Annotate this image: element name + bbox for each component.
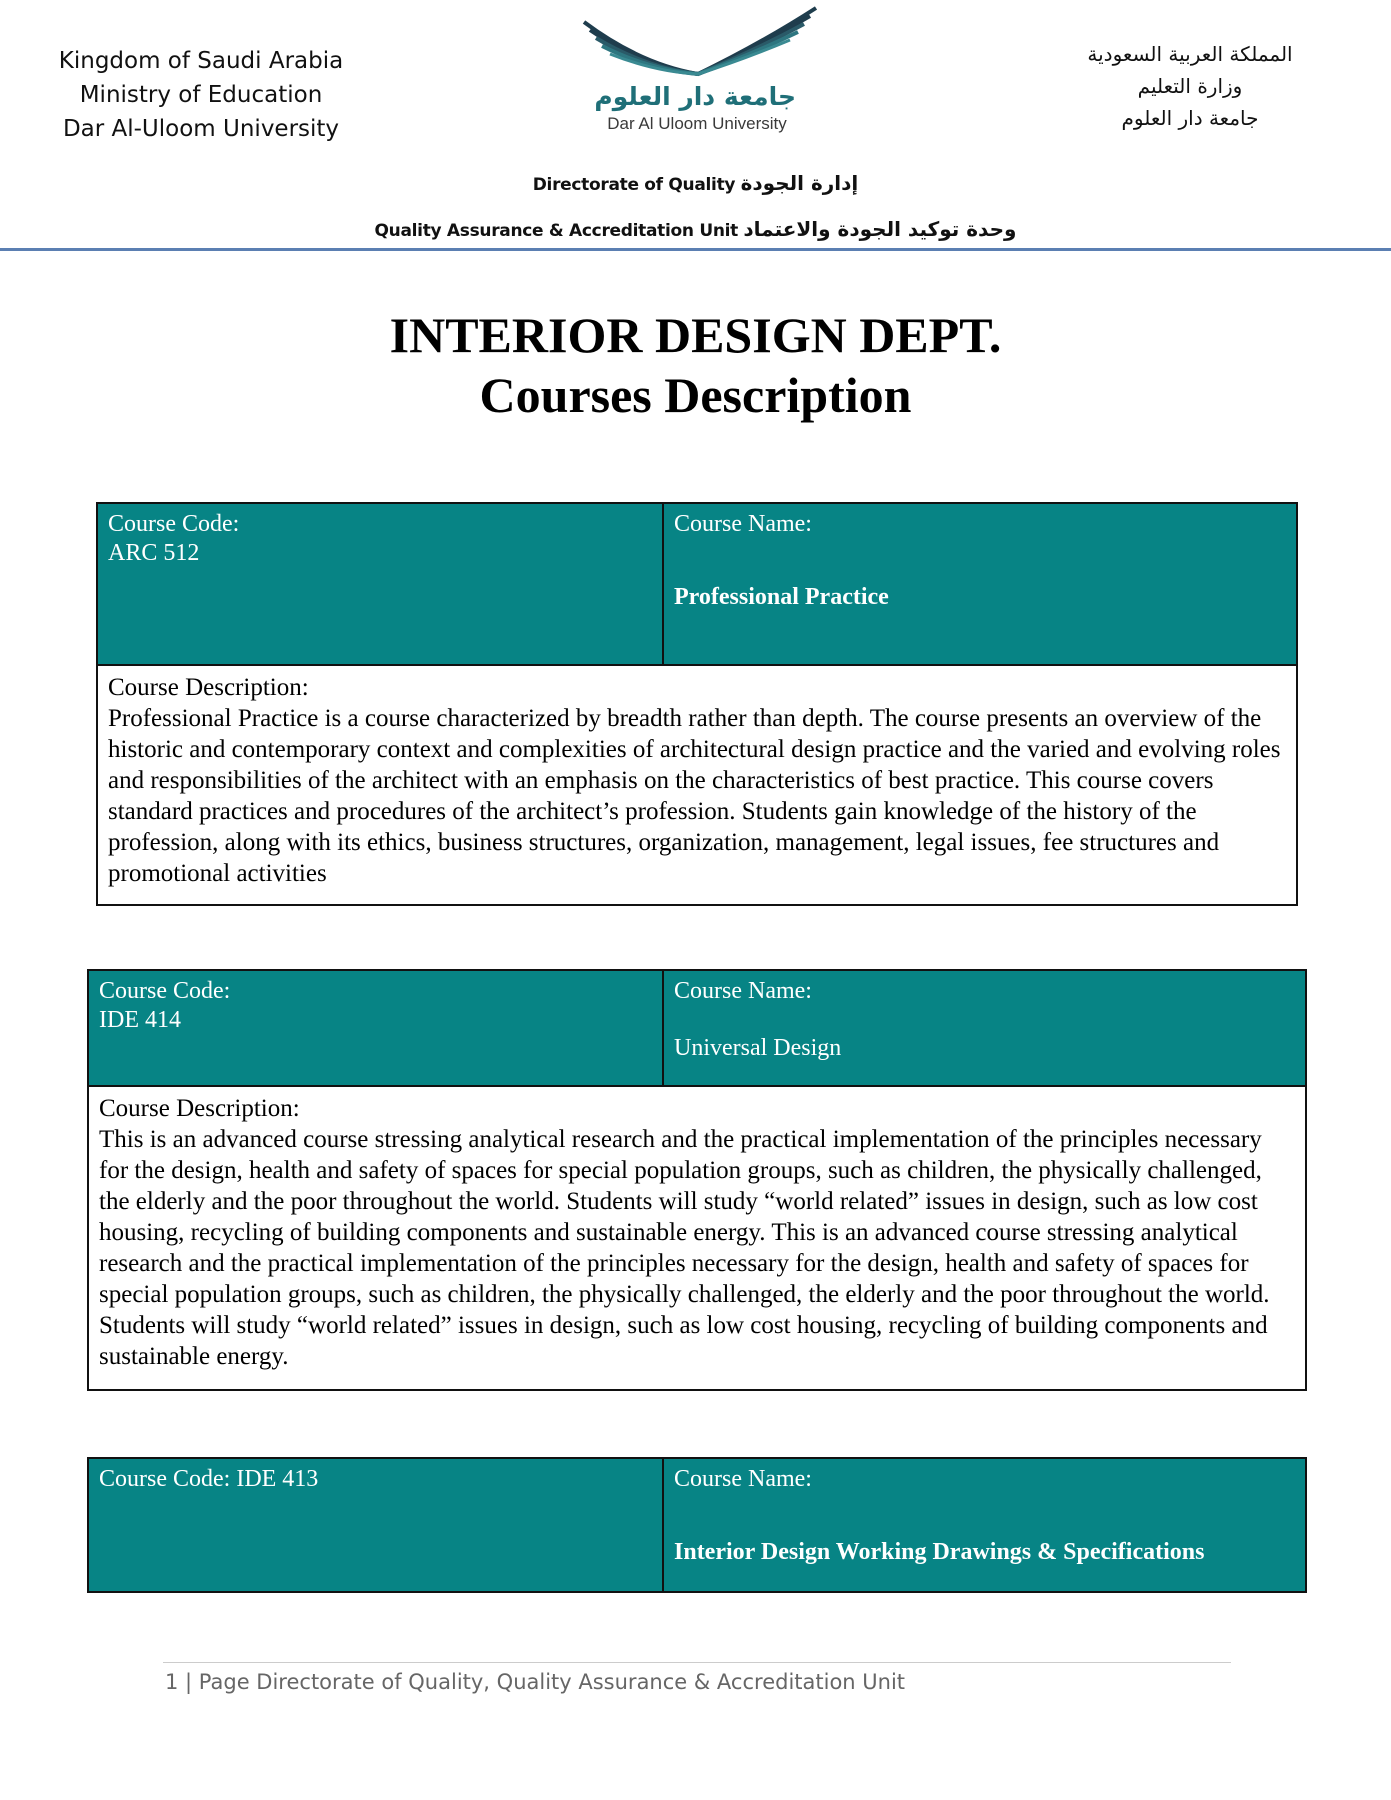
university-logo <box>580 4 820 140</box>
course-name-value: Professional Practice <box>674 584 889 610</box>
header-right-line-university: جامعة دار العلوم <box>1121 106 1259 130</box>
header-right-line-country: المملكة العربية السعودية <box>1087 42 1293 66</box>
course-description-text: Professional Practice is a course characterized by breadth rather than depth. The course presents an overview of the historic and contemporary context and complexities of architectural design practice and the varied and evolving roles and responsibilities of the architect with an emphasis on the characteristics of best practice. This course covers standard practices and procedures of the architect’s profession. Students gain knowledge of the history of the profession, along with its ethics, business structures, organization, management, legal issues, fee structures and promotional activities <box>108 705 1281 887</box>
header-left-line-ministry: Ministry of Education <box>79 82 323 108</box>
course-code-cell <box>97 503 663 665</box>
course-name-cell <box>663 970 1306 1086</box>
page-footer: 1 | Page Directorate of Quality, Quality Assurance & Accreditation Unit <box>165 1670 906 1694</box>
logo-english-name: Dar Al Uloom University <box>607 114 787 133</box>
logo-swoosh-icon <box>580 4 820 84</box>
header-left-line-country: Kingdom of Saudi Arabia <box>58 48 344 74</box>
course-name-value: Universal Design <box>674 1035 842 1061</box>
course-name-cell <box>663 503 1297 665</box>
course-name-value: Interior Design Working Drawings & Specifications <box>674 1539 1205 1565</box>
course-code-cell <box>88 1458 663 1592</box>
header-right-line-ministry: وزارة التعليم <box>1137 74 1243 98</box>
unit-line <box>0 217 1391 241</box>
header-right-block <box>1060 38 1320 134</box>
course-description-label: Course Description: <box>99 1095 300 1122</box>
course-code-label: Course Code: IDE 413 <box>99 1466 319 1492</box>
header-left-line-university: Dar Al-Uloom University <box>62 116 340 142</box>
course-code-label: Course Code: <box>108 511 240 537</box>
directorate-en: Directorate of Quality <box>532 175 736 195</box>
course-table-ide414 <box>87 969 1307 1391</box>
course-name-cell <box>663 1458 1306 1592</box>
course-description-label: Course Description: <box>108 674 309 701</box>
directorate-line <box>0 171 1391 195</box>
course-table-ide413 <box>87 1457 1307 1593</box>
course-description-text: This is an advanced course stressing analytical research and the practical implementation of the principles necessary for the design, health and safety of spaces for special population groups, such as children, the physically challenged, the elderly and the poor throughout the world. Students will study “world related” issues in design, such as low cost housing, recycling of building components and sustainable energy. This is an advanced course stressing analytical research and the practical implementation of the principles necessary for the design, health and safety of spaces for special population groups, such as children, the physically challenged, the elderly and the poor throughout the world. Students will study “world related” issues in design, such as low cost housing, recycling of building components and sustainable energy. <box>99 1126 1270 1370</box>
footer-divider <box>163 1662 1231 1663</box>
course-code-value: ARC 512 <box>108 540 200 566</box>
unit-ar: وحدة توكيد الجودة والاعتماد <box>743 217 1017 241</box>
course-code-value: IDE 414 <box>99 1007 181 1033</box>
unit-en: Quality Assurance & Accreditation Unit <box>374 221 738 241</box>
header-left-block <box>58 44 344 146</box>
directorate-ar: إدارة الجودة <box>740 171 859 195</box>
course-description-cell <box>88 1086 1306 1390</box>
course-name-label: Course Name: <box>674 1466 812 1492</box>
course-code-label: Course Code: <box>99 978 231 1004</box>
logo-arabic-name: جامعة دار العلوم <box>594 82 796 111</box>
course-code-cell <box>88 970 663 1086</box>
course-name-label: Course Name: <box>674 511 812 537</box>
page-title: INTERIOR DESIGN DEPT. <box>389 307 1002 363</box>
page-subtitle: Courses Description <box>479 367 912 423</box>
course-description-cell <box>97 665 1297 905</box>
course-table-arc512 <box>96 502 1298 906</box>
header-divider <box>0 248 1391 251</box>
course-name-label: Course Name: <box>674 978 812 1004</box>
